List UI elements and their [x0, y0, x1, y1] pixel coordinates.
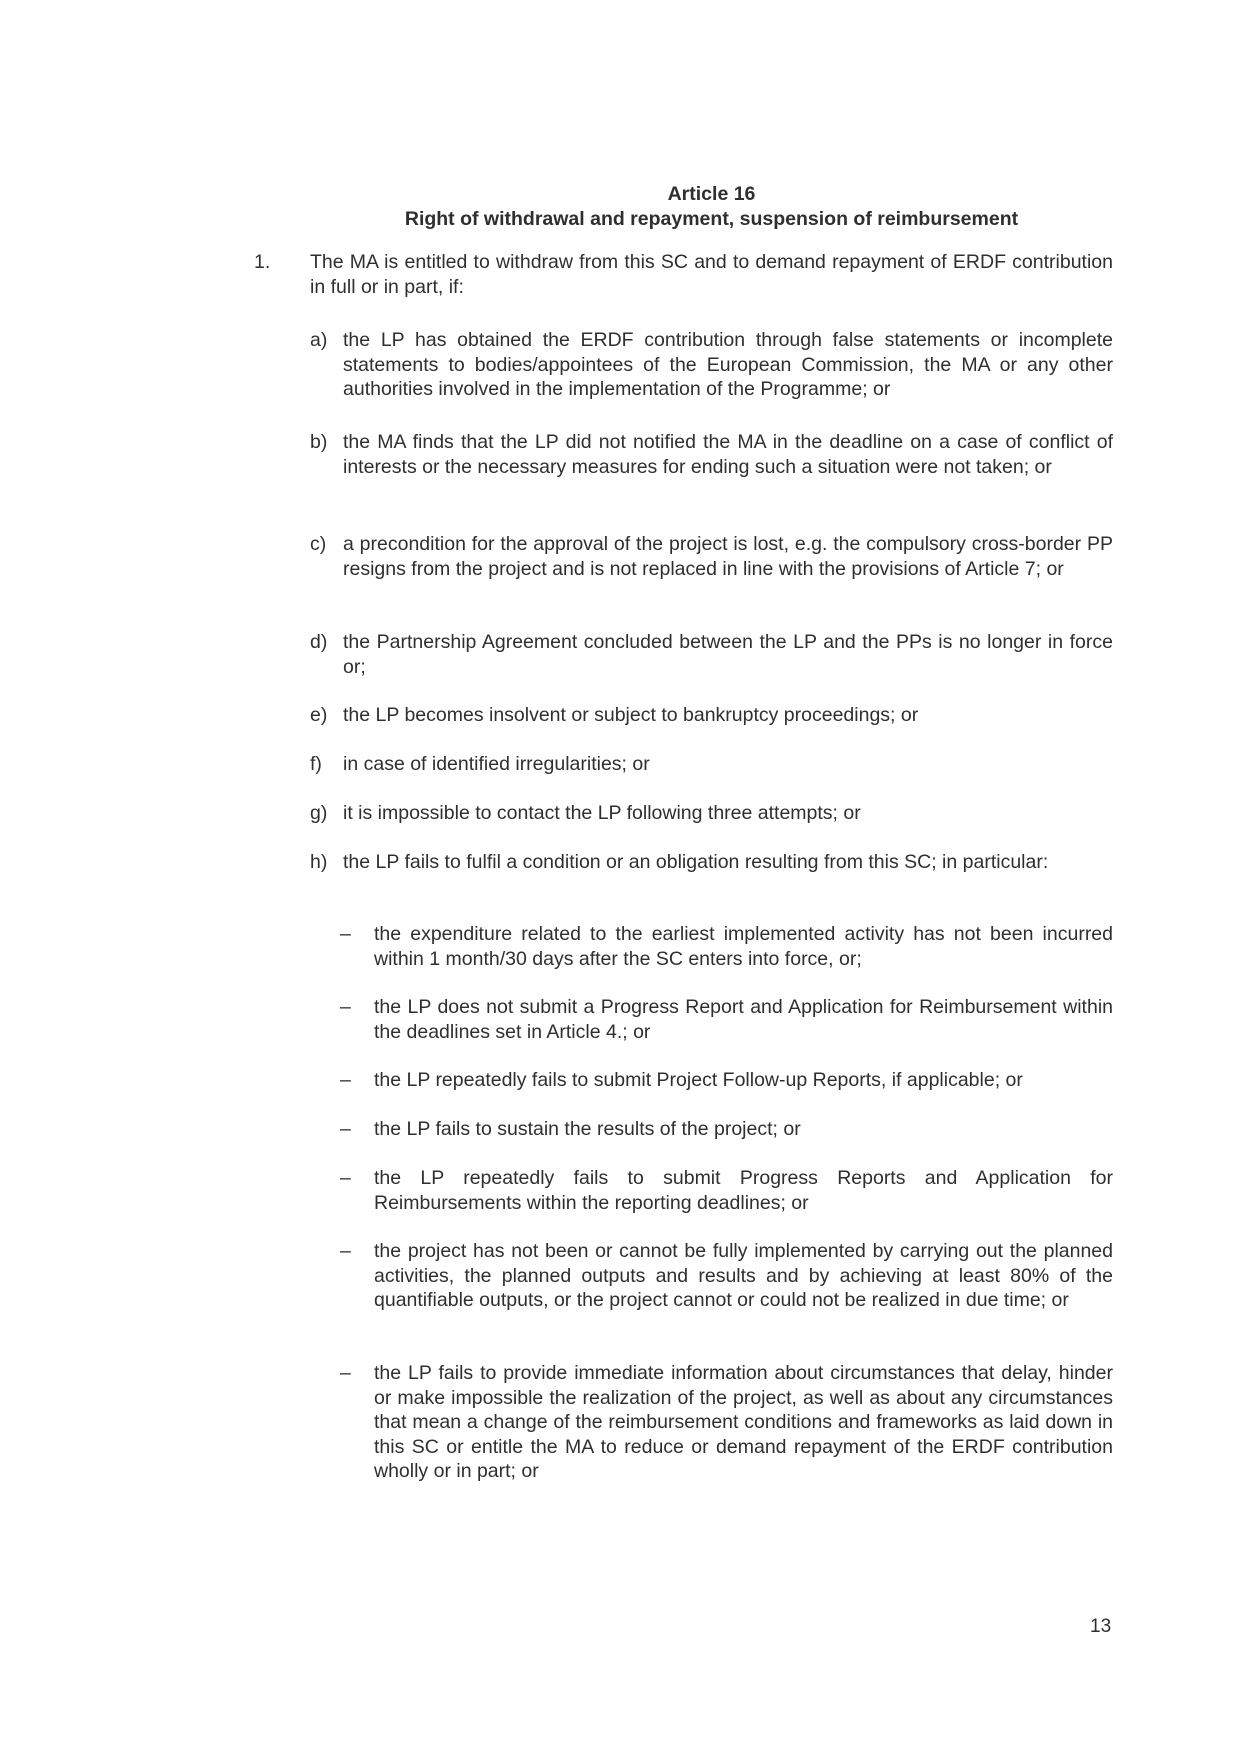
section-intro: The MA is entitled to withdraw from this SC and to demand repayment of ERDF contribution in full or in part, if:: [310, 251, 1113, 298]
subitem-text: the LP fails to provide immediate information about circumstances that delay, hinder or make impossible the realization of the project, as well as about any circumstances that mean a change of the reimbursement conditions and frameworks as laid down in this SC or entitle the MA to reduce or demand repayment of the ERDF contribution wholly or in part; or: [374, 1362, 1113, 1483]
item-label-d: d): [310, 631, 328, 653]
item-text-d: the Partnership Agreement concluded between the LP and the PPs is no longer in force or;: [343, 631, 1113, 678]
article-number: Article 16: [667, 183, 756, 205]
subitem-bullet: –: [340, 1167, 351, 1189]
article-heading: [310, 182, 1113, 232]
subitem-bullet: –: [340, 1069, 351, 1091]
section-number: 1.: [254, 251, 271, 273]
subitem-text: the expenditure related to the earliest implemented activity has not been incurred within 1 month/30 days after the SC enters into force, or;: [374, 923, 1113, 970]
subitem-bullet: –: [340, 1118, 351, 1140]
item-label-a: a): [310, 329, 328, 351]
item-text-a: the LP has obtained the ERDF contribution through false statements or incomplete statements to bodies/appointees of the European Commission, the MA or any other authorities involved in the implementation of the Programme; or: [343, 329, 1113, 401]
item-label-e: e): [310, 704, 328, 726]
item-label-g: g): [310, 802, 328, 824]
item-text-h: the LP fails to fulfil a condition or an obligation resulting from this SC; in particular:: [343, 851, 1049, 873]
item-text-e: the LP becomes insolvent or subject to bankruptcy proceedings; or: [343, 704, 919, 726]
subitem-text: the LP does not submit a Progress Report and Application for Reimbursement within the deadlines set in Article 4.; or: [374, 996, 1113, 1043]
subitem-bullet: –: [340, 1362, 351, 1384]
item-label-f: f): [310, 753, 322, 775]
page-number: 13: [1090, 1616, 1112, 1637]
subitem-text: the LP fails to sustain the results of the project; or: [374, 1118, 801, 1140]
item-text-c: a precondition for the approval of the project is lost, e.g. the compulsory cross-border PP resigns from the project and is not replaced in line with the provisions of Article 7; or: [343, 533, 1113, 580]
item-text-g: it is impossible to contact the LP following three attempts; or: [343, 802, 861, 824]
subitem-text: the LP repeatedly fails to submit Project Follow-up Reports, if applicable; or: [374, 1069, 1023, 1091]
item-label-b: b): [310, 431, 328, 453]
item-text-f: in case of identified irregularities; or: [343, 753, 650, 775]
subitem-bullet: –: [340, 996, 351, 1018]
subitem-text: the project has not been or cannot be fully implemented by carrying out the planned activities, the planned outputs and results and by achieving at least 80% of the quantifiable outputs, or the project cannot or could not be realized in due time; or: [374, 1240, 1113, 1312]
subitem-bullet: –: [340, 923, 351, 945]
item-label-c: c): [310, 533, 327, 555]
item-text-b: the MA finds that the LP did not notified the MA in the deadline on a case of conflict of interests or the necessary measures for ending such a situation were not taken; or: [343, 431, 1113, 478]
article-title: Right of withdrawal and repayment, suspension of reimbursement: [404, 208, 1019, 230]
item-label-h: h): [310, 851, 328, 873]
subitem-text: the LP repeatedly fails to submit Progress Reports and Application for Reimbursements within the reporting deadlines; or: [374, 1167, 1113, 1214]
subitem-bullet: –: [340, 1240, 351, 1262]
